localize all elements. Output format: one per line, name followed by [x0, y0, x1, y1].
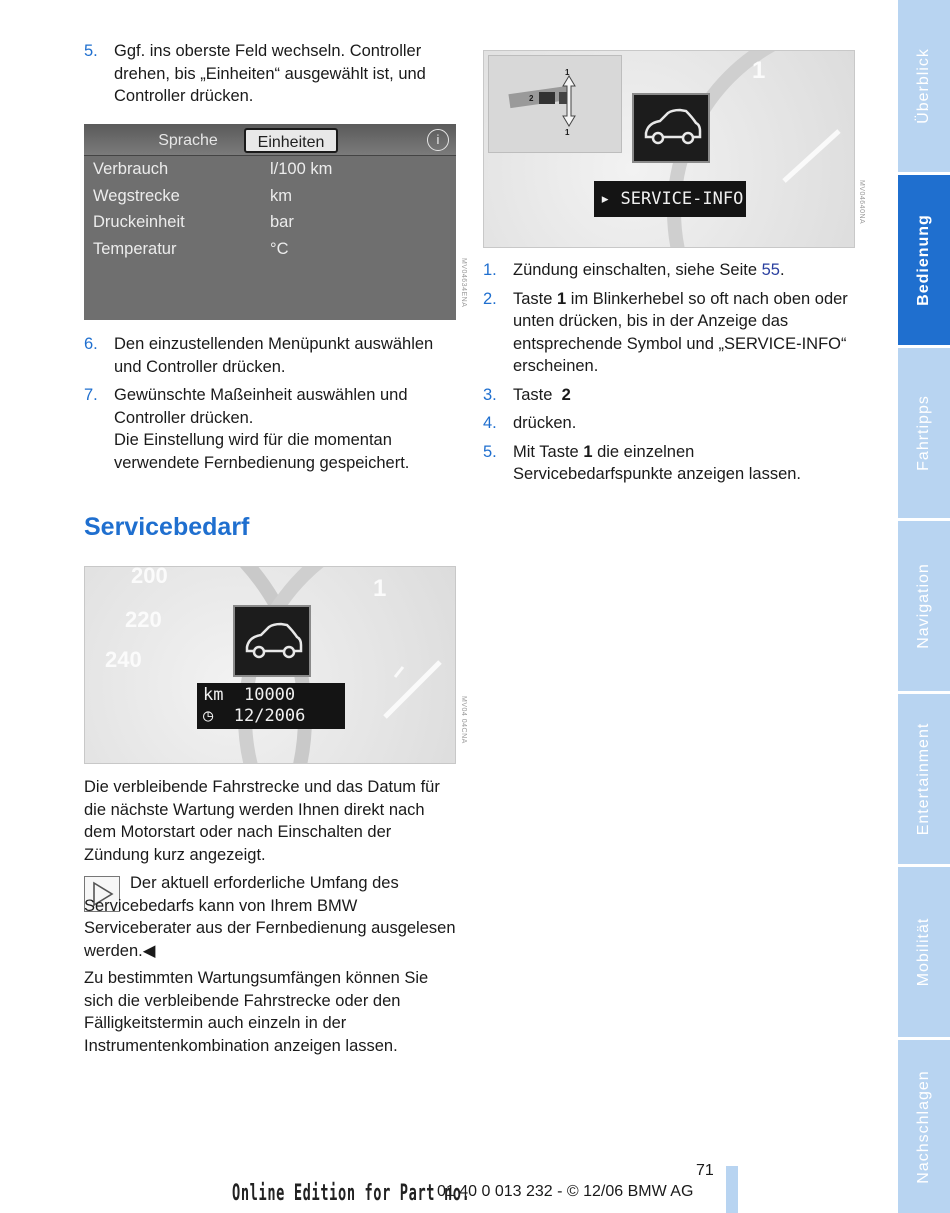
lever-graphic: [489, 56, 623, 154]
side-tab-navigation[interactable]: [898, 521, 950, 691]
footer-brand: Online Edition for Part no.: [232, 1181, 471, 1206]
step-item: [483, 259, 855, 282]
service-display-screenshot: [84, 566, 456, 764]
key-number: 2: [561, 385, 571, 404]
step-number: 3.: [483, 385, 497, 404]
menu-row-value: km: [270, 187, 292, 205]
service-info-box: [594, 181, 746, 217]
lever-mark: 1: [565, 128, 570, 137]
note-text: Der aktuell erforderliche Umfang des Servicebedarfs kann von Ihrem BMW Serviceberater aus der Fernbedienung ausgelesen werden.◀: [84, 874, 456, 960]
step-text-detail: Die Einstellung wird für die momentan verwendete Fernbedienung gespeichert.: [114, 431, 410, 472]
step-number: 1.: [483, 261, 497, 279]
left-steps-top: [84, 40, 460, 114]
figure-code: MV04634ENA: [460, 258, 467, 308]
info-icon: i: [427, 129, 449, 151]
side-tab-entertainment[interactable]: [898, 694, 950, 864]
step-item: [483, 441, 855, 486]
step-text: Ggf. ins oberste Feld wechseln. Controller drehen, bis „Einheiten“ ausgewählt ist, und Controller drücken.: [114, 42, 426, 105]
service-km-date-box: [197, 683, 345, 729]
clock-icon: ◷: [203, 706, 214, 726]
tab-einheiten: Einheiten: [244, 128, 338, 153]
step-number: 5.: [483, 442, 497, 461]
step-body: [114, 384, 460, 474]
side-tab-bedienung[interactable]: [898, 175, 950, 345]
side-tab-label: Überblick: [915, 48, 932, 124]
paragraph-1: Die verbleibende Fahrstrecke und das Datum für die nächste Wartung werden Ihnen direkt nach dem Motorstart oder nach Einschalten der Zündung kurz angezeigt.: [84, 778, 440, 864]
step-body: [513, 384, 855, 407]
rpm-tick-label: 1: [373, 575, 387, 602]
step-number: 7.: [84, 386, 98, 404]
menu-row-label: Temperatur: [93, 240, 177, 258]
footer-code: 01 40 0 013 232 - © 12/06 BMW AG: [437, 1183, 694, 1200]
step-text-after: .: [779, 261, 785, 279]
service-info-screenshot: [483, 50, 855, 248]
turn-signal-lever-inset: [488, 55, 622, 153]
menu-row-value: °C: [270, 240, 289, 258]
step-number: 6.: [84, 335, 98, 353]
step-body: [513, 259, 855, 282]
side-tab-label: Nachschlagen: [915, 1069, 932, 1184]
left-steps-bottom: [84, 333, 460, 480]
menu-row-label: Druckeinheit: [93, 213, 185, 231]
menu-tab-bar: [84, 124, 456, 156]
date-value: 12/2006: [233, 706, 306, 726]
rpm-tick-label: 1: [752, 57, 766, 84]
step-number: 2.: [483, 289, 497, 308]
side-tab-mobilitaet[interactable]: [898, 867, 950, 1037]
units-menu-screenshot: [84, 124, 456, 320]
step-item: [483, 384, 855, 407]
step-text: drücken.: [513, 414, 577, 432]
side-tab-fahrtipps[interactable]: [898, 348, 950, 518]
tab-sprache: Sprache: [158, 132, 218, 149]
speed-tick-label: 220: [125, 607, 162, 632]
side-tab-label: Fahrtipps: [915, 395, 932, 471]
side-tab-label: Mobilität: [915, 917, 932, 987]
play-arrow-icon: ▸: [600, 189, 611, 209]
key-number: 1: [583, 442, 593, 461]
figure-code: MV04 04CNA: [460, 696, 467, 744]
side-tab-label: Entertainment: [915, 722, 932, 836]
step-item: [483, 412, 855, 435]
step-item: [84, 333, 460, 378]
step-body: [513, 441, 855, 486]
speed-tick-label: 240: [105, 647, 142, 672]
step-body: [513, 288, 855, 378]
side-tab-nachschlagen[interactable]: [898, 1040, 950, 1213]
km-label: km: [203, 685, 224, 705]
menu-row-label: Verbrauch: [93, 160, 169, 178]
key-number: 1: [557, 289, 567, 308]
menu-row-label: Wegstrecke: [93, 187, 180, 205]
date-row: [203, 706, 339, 727]
service-info-label: SERVICE-INFO: [620, 189, 744, 209]
car-icon: [634, 95, 708, 161]
side-tab-ueberblick[interactable]: [898, 0, 950, 172]
lever-mark: 1: [565, 68, 570, 77]
step-item: [483, 288, 855, 378]
page-link[interactable]: 55: [761, 261, 780, 279]
lever-mark: 2: [529, 94, 534, 103]
section-title: Servicebedarf: [84, 513, 250, 541]
step-number: 4.: [483, 414, 497, 432]
figure-code: MV04640NA: [858, 180, 865, 225]
step-text: Den einzustellenden Menüpunkt auswählen und Controller drücken.: [114, 335, 434, 376]
step-number: 5.: [84, 42, 98, 60]
side-tab-label: Bedienung: [915, 214, 932, 306]
step-text: Zündung einschalten, siehe Seite: [513, 261, 762, 279]
paragraph-2: Zu bestimmten Wartungsumfängen können Sie sich die verbleibende Fahrstrecke oder den Fälligkeitstermin auch einzeln in der Instrumentenkombination anzeigen lassen.: [84, 969, 429, 1055]
step-text: im Blinkerhebel so oft nach oben oder unten drücken, bis in der Anzeige das entsprechende Symbol und „SERVICE-INFO“ erscheinen.: [513, 289, 848, 375]
page-number: 71: [696, 1162, 714, 1179]
menu-row-value: l/100 km: [270, 160, 333, 178]
menu-row-value: bar: [270, 213, 294, 231]
step-text: die einzelnen Servicebedarfspunkte anzeigen lassen.: [513, 442, 802, 483]
car-icon-box: [632, 93, 710, 163]
car-icon: [235, 607, 309, 675]
step-text: Gewünschte Maßeinheit auswählen und Controller drücken.: [114, 386, 408, 427]
step-item: [84, 384, 460, 474]
right-steps: [483, 259, 855, 492]
step-text-pre: Taste: [513, 385, 562, 404]
car-icon-box: [233, 605, 311, 677]
page-number-bar: [726, 1166, 738, 1213]
step-text-pre: Taste: [513, 289, 558, 308]
speed-tick-label: 200: [131, 566, 168, 588]
step-item: [84, 40, 460, 108]
side-tab-label: Navigation: [915, 563, 932, 649]
km-row: [203, 685, 339, 706]
km-value: 10000: [243, 685, 296, 705]
step-text-pre: Mit Taste: [513, 442, 584, 461]
